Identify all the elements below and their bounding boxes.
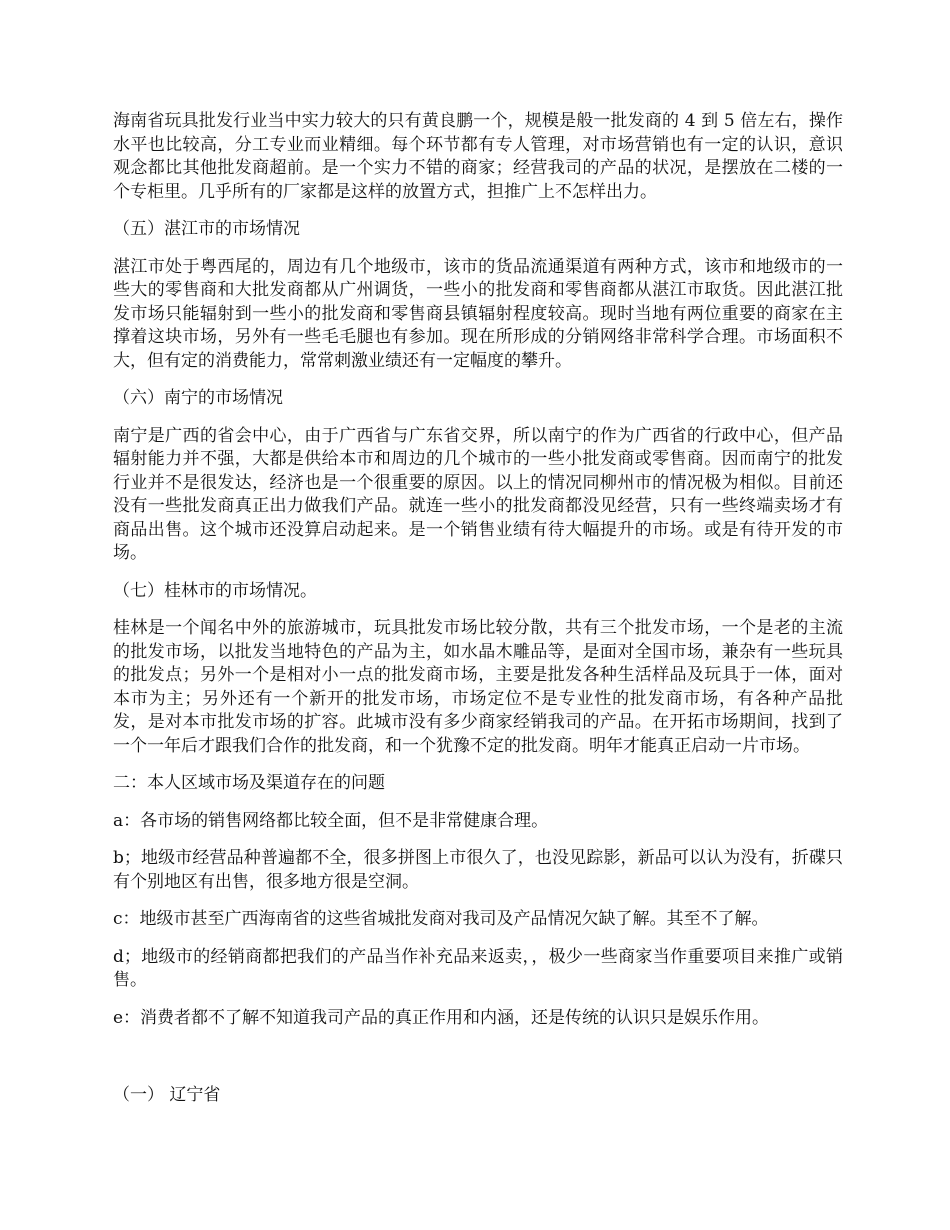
heading-liaoning: （一） 辽宁省 (113, 1085, 221, 1105)
paragraph-zhanjiang: 湛江市处于粤西尾的，周边有几个地级市，该市的货品流通渠道有两种方式，该市和地级市的一些大的零售商和大批发商都从广州调货，一些小的批发商和零售商都从湛江市取货。因此湛江批发市场只能辐射到一些小的批发商和零售商县镇辐射程度较高。现时当地有两位重要的商家在主撑着这块市场，另外有一些毛毛腿也有参加。现在所形成的分销网络非常科学合理。市场面积不大，但有定的消费能力，常常刺激业绩还有一定幅度的攀升。 (113, 256, 843, 371)
problem-item-a: a：各市场的销售网络都比较全面，但不是非常健康合理。 (113, 810, 549, 831)
paragraph-nanning: 南宁是广西的省会中心，由于广西省与广东省交界，所以南宁的作为广西省的行政中心，但产品辐射能力并不强，大都是供给本市和周边的几个城市的一些小批发商或零售商。因而南宁的批发行业并不是很发达，经济也是一个很重要的原因。以上的情况同柳州市的情况极为相似。目前还没有一些批发商真正出力做我们产品。就连一些小的批发商都没见经营，只有一些终端卖场才有商品出售。这个城市还没算启动起来。是一个销售业绩有待大幅提升的市场。或是有待开发的市场。 (113, 425, 843, 563)
problem-item-c: c：地级市甚至广西海南省的这些省城批发商对我司及产品情况欠缺了解。其至不了解。 (113, 909, 769, 929)
paragraph-hainan-wholesale: 海南省玩具批发行业当中实力较大的只有黄良鹏一个，规模是般一批发商的 4 到 5 倍左右，操作水平也比较高，分工专业而业精细。每个环节都有专人管理，对市场营销也有一定的认识，意识观念都比其他批发商超前。是一个实力不错的商家；经营我司的产品的状况，是摆放在二楼的一个专柜里。几乎所有的厂家都是这样的放置方式，担推广上不怎样出力。 (113, 111, 843, 202)
paragraph-guilin: 桂林是一个闻名中外的旅游城市，玩具批发市场比较分散，共有三个批发市场，一个是老的主流的批发市场，以批发当地特色的产品为主，如水晶木雕品等，是面对全国市场，兼杂有一些玩具的批发点；另外一个是相对小一点的批发商市场，主要是批发各种生活样品及玩具于一体，面对本市为主；另外还有一个新开的批发市场，市场定位不是专业性的批发商市场，有各种产品批发，是对本市批发市场的扩容。此城市没有多少商家经销我司的产品。在开拓市场期间，找到了一个一年后才跟我们合作的批发商，和一个犹豫不定的批发商。明年才能真正启动一片市场。 (113, 618, 843, 756)
heading-regional-problems: 二：本人区域市场及渠道存在的问题 (113, 773, 385, 793)
document-body (113, 110, 843, 1122)
heading-guilin: （七）桂林市的市场情况。 (113, 580, 317, 601)
problem-item-d: d；地级市的经销商都把我们的产品当作补充品来返卖，，极少一些商家当作重要项目来推广或销售。 (113, 946, 843, 990)
problem-item-b: b；地级市经营品种普遍都不全，很多拼图上市很久了，也没见踪影，新品可以认为没有，折碟只有个别地区有出售，很多地方很是空洞。 (113, 848, 843, 892)
section-spacer (113, 1044, 843, 1084)
heading-zhanjiang: （五）湛江市的市场情况 (113, 219, 300, 239)
problem-item-e: e：消费者都不了解不知道我司产品的真正作用和内涵，还是传统的认识只是娱乐作用。 (113, 1007, 770, 1028)
heading-nanning: （六）南宁的市场情况 (113, 388, 283, 408)
